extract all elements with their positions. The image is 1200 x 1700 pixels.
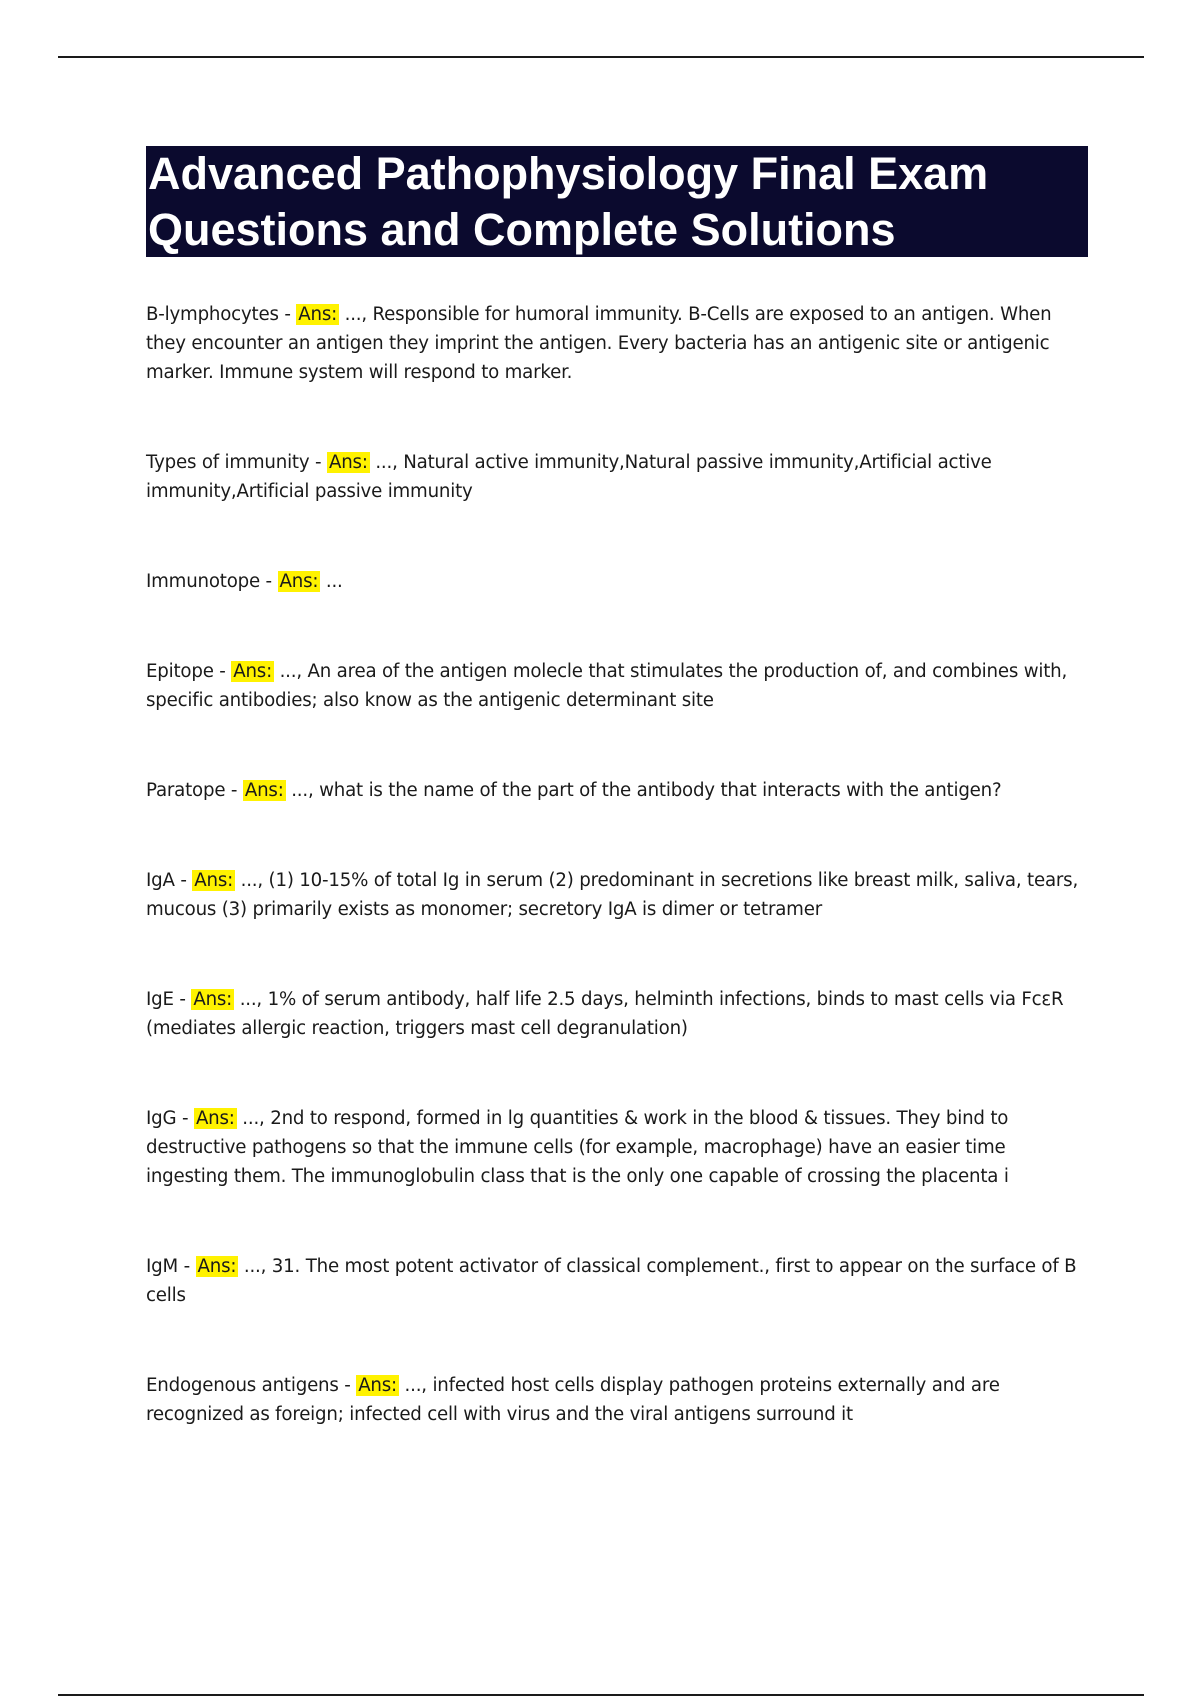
entry-term: Immunotope - xyxy=(146,571,278,592)
entry-term: Endogenous antigens - xyxy=(146,1375,357,1396)
qa-entry-types-of-immunity xyxy=(146,448,1088,506)
qa-entry-endogenous-antigens xyxy=(146,1371,1088,1429)
qa-entry-b-lymphocytes xyxy=(146,300,1088,387)
qa-entry-epitope xyxy=(146,657,1088,715)
answer-highlight: Ans: xyxy=(279,571,319,592)
entry-answer: ... xyxy=(320,571,343,592)
entry-term: IgM - xyxy=(146,1256,196,1277)
entry-answer: ..., An area of the antigen molecle that stimulates the production of, and combines with, specific antibodies; also know as the antigenic determinant site xyxy=(146,661,1068,711)
qa-list xyxy=(146,300,1088,1429)
title-line-2: Questions and Complete Solutions xyxy=(148,204,896,255)
title-line-1: Advanced Pathophysiology Final Exam xyxy=(148,148,989,199)
answer-highlight: Ans: xyxy=(233,661,272,682)
answer-highlight: Ans: xyxy=(328,452,368,473)
qa-entry-igg xyxy=(146,1104,1088,1191)
qa-entry-iga xyxy=(146,866,1088,924)
entry-term: Types of immunity - xyxy=(146,452,327,473)
entry-answer: ..., what is the name of the part of the antibody that interacts with the antigen? xyxy=(285,780,1002,801)
answer-highlight: Ans: xyxy=(298,304,338,325)
entry-answer: ..., (1) 10-15% of total Ig in serum (2) predominant in secretions like breast milk, saliva, tears, mucous (3) primarily exists as monomer; secretory IgA is dimer or tetramer xyxy=(146,870,1079,920)
answer-highlight: Ans: xyxy=(195,1108,235,1129)
footer-rule xyxy=(58,1694,1144,1696)
entry-answer: ..., infected host cells display pathogen proteins externally and are recognized as foreign; infected cell with virus and the viral antigens surround it xyxy=(146,1375,1000,1425)
entry-answer: ..., Responsible for humoral immunity. B-Cells are exposed to an antigen. When they encounter an antigen they imprint the antigen. Every bacteria has an antigenic site or antigenic marker. Immune system will respond to marker. xyxy=(146,304,1052,383)
entry-answer: ..., Natural active immunity,Natural passive immunity,Artificial active immunity,Artificial passive immunity xyxy=(146,452,992,502)
answer-highlight: Ans: xyxy=(197,1256,237,1277)
answer-highlight: Ans: xyxy=(194,870,234,891)
entry-term: Paratope - xyxy=(146,780,243,801)
entry-term: IgA - xyxy=(146,870,193,891)
entry-term: IgE - xyxy=(146,989,192,1010)
qa-entry-immunotope xyxy=(146,567,1088,596)
header-rule xyxy=(58,56,1144,58)
document-title xyxy=(146,146,1088,257)
entry-answer: ..., 2nd to respond, formed in lg quantities & work in the blood & tissues. They bind to destructive pathogens so that the immune cells (for example, macrophage) have an easier time ingesting them. The immunoglobulin class that is the only one capable of crossing the placenta i xyxy=(146,1108,1009,1187)
answer-highlight: Ans: xyxy=(358,1375,397,1396)
entry-answer: ..., 1% of serum antibody, half life 2.5 days, helminth infections, binds to mast cells via FcεR (mediates allergic reaction, triggers mast cell degranulation) xyxy=(146,989,1064,1039)
entry-term: Epitope - xyxy=(146,661,232,682)
answer-highlight: Ans: xyxy=(244,780,284,801)
entry-term: B-lymphocytes - xyxy=(146,304,297,325)
qa-entry-paratope xyxy=(146,776,1088,805)
answer-highlight: Ans: xyxy=(193,989,233,1010)
entry-answer: ..., 31. The most potent activator of classical complement., first to appear on the surface of B cells xyxy=(146,1256,1077,1306)
qa-entry-ige xyxy=(146,985,1088,1043)
qa-entry-igm xyxy=(146,1252,1088,1310)
entry-term: IgG - xyxy=(146,1108,194,1129)
